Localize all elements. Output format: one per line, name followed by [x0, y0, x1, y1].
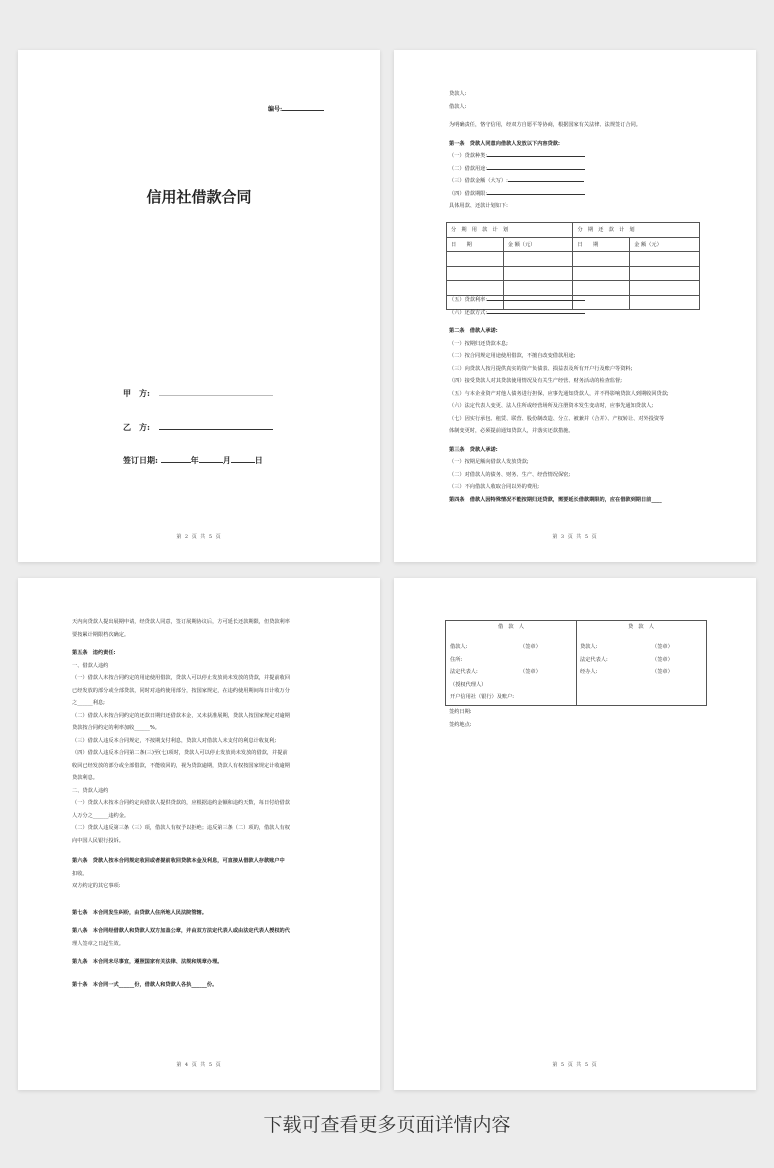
sign-date-field: 签约日期: [449, 709, 472, 715]
table-header: 分 期 用 款 计 划 [447, 223, 573, 238]
blank-line [487, 294, 585, 301]
blank-line [508, 175, 584, 182]
contract-page-2 [394, 50, 756, 562]
month-blank [199, 456, 223, 463]
article-1-title: 第一条 贷款人同意向借款人发放以下内容贷款: [449, 140, 560, 147]
body-line: （一）贷款人未按本合同约定向借款人提供贷款的，应根据违约金额和违约天数，每日付给借款 [72, 800, 290, 806]
article-2-title: 第二条 借款人承诺: [449, 328, 498, 334]
day-blank [231, 456, 255, 463]
party-b-line [123, 422, 273, 433]
blank-line [487, 150, 585, 157]
page-footer: 第 3 页 共 5 页 [552, 534, 598, 540]
article-5-title: 第五条 违约责任: [72, 650, 116, 656]
borrower-row: 法定代表人: （签章） [450, 666, 574, 679]
download-banner[interactable]: 下载可查看更多页面详情内容 [263, 1114, 511, 1136]
body-line: （四）借款人违反本合同第二条(三)至(七)项时，贷款人可以停止发放尚未发放的借款，并提前 [72, 750, 288, 756]
body-line: （二）贷款人违反第三条（三）项，借款人有权予以拒绝；违反第三条（二）项的，借款人有权 [72, 825, 290, 831]
article-2-item: （三）向贷款人按月提供真实的资产负债表、损益表及所有开户行及账户等资料; [449, 365, 633, 372]
intro-text: 为明确责任，恪守信用，经双方自愿平等协商，根据国家有关法律、法规签订合同。 [449, 122, 641, 128]
number-blank [282, 104, 324, 111]
signature-box [445, 620, 707, 706]
page-footer: 第 5 页 共 5 页 [552, 1062, 598, 1068]
body-line: 已经发放的部分或全部贷款，同时对违约使用部分，按国家规定，在违约使用期间每日计收万分 [72, 687, 290, 694]
contract-page-cover [18, 50, 380, 562]
party-a-label: 甲 方: [123, 388, 150, 398]
table-subheader: 金 额（元） [503, 237, 573, 252]
article-1-item: （三）借款金额（大写）: [449, 175, 719, 188]
body-line: 收回已经发放的部分或全部借款，不能收回的，视为贷款逾期，贷款人有权按国家规定计收逾期 [72, 762, 290, 769]
article-2-item: （一）按期归还贷款本息; [449, 340, 508, 347]
other-terms: 双方约定的其它事项: [72, 883, 121, 889]
body-line: 天内向贷款人提出展期申请，经贷款人同意，签订展期协议后，方可延长还款期限，但贷款利率 [72, 619, 290, 625]
party-b-label: 乙 方: [123, 422, 150, 432]
borrower-row: 住所: [450, 656, 463, 663]
article-2-item: （四）接受贷款人对其贷款使用情况及有关生产经营、财务活动的检查监督; [449, 378, 622, 384]
page-footer: 第 2 页 共 5 页 [176, 534, 222, 540]
article-6-text: 第六条 贷款人按本合同规定收回或者提前收回贷款本金及利息，可直接从借款人存款账户中 [72, 858, 285, 864]
body-line: 要按累计期限档次确定。 [72, 631, 130, 638]
article-7-text: 第七条 本合同发生纠纷，由贷款人住所地人民法院管辖。 [72, 909, 207, 916]
party-a-line [123, 388, 273, 399]
blank-line [487, 307, 585, 314]
borrower-line: 借款人: [449, 103, 467, 110]
body-line: 人万分之______违约金。 [72, 812, 130, 819]
sign-date-label: 签订日期: [123, 455, 158, 465]
body-line: 贷款按合同约定的利率加收______%。 [72, 725, 160, 731]
article-1-item: （五）贷款利率: [449, 294, 719, 307]
page-footer: 第 4 页 共 5 页 [176, 1062, 222, 1068]
month-label: 月 [222, 455, 231, 465]
article-3-item: （三）不向借款人收取合同以外的费用; [449, 484, 539, 490]
borrower-row: 借款人: （签章） [450, 641, 574, 654]
article-8-text: 第八条 本合同经借款人和贷款人双方加盖公章，并由双方法定代表人或由法定代表人授权的代 [72, 928, 290, 934]
body-line: （一）借款人未按合同约定的用途使用借款，贷款人可以停止发放尚未发放的贷款，并提前收回 [72, 675, 290, 681]
body-line: （二）借款人未按合同约定的还款日期归还借款本金，又未获准展期，贷款人按国家规定对逾期 [72, 712, 290, 719]
body-line: 向中国人民银行投诉。 [72, 837, 124, 844]
article-9-text: 第九条 本合同未尽事宜，遵照国家有关法律、法规和规章办理。 [72, 959, 223, 965]
borrower-column-title: 借 款 人 [498, 624, 524, 630]
number-label: 编号: [268, 106, 283, 113]
table-row [447, 266, 700, 281]
contract-page-3 [18, 578, 380, 1090]
sign-place-field: 签约地点: [449, 721, 472, 728]
article-4-text: 第四条 借款人因特殊情况不能按期归还贷款，需要延长借款期限的，应在借款到期日前____ [449, 496, 662, 503]
article-1-item: （六）还款方式: [449, 307, 719, 320]
year-label: 年 [190, 455, 199, 465]
sign-date-line [123, 455, 263, 466]
table-subheader: 金 额（元） [630, 237, 700, 252]
lender-row: 经办人: （签章） [580, 666, 704, 679]
article-2-item: （七）因实行承包、租赁、联营、股份制改造、分立、被兼并（合并）、产权转让、对外投资等 [449, 415, 665, 422]
contract-number [268, 104, 324, 113]
body-line: 理人签章之日起生效。 [72, 940, 124, 947]
article-2-item: （二）按合同规定用途使用借款，不擅自改变借款用途; [449, 353, 576, 359]
article-1-item: （一）贷款种类: [449, 150, 719, 163]
blank-line [487, 163, 585, 170]
lender-line: 贷款人: [449, 91, 467, 97]
article-5-subtitle: 二、贷款人违约 [72, 787, 109, 794]
table-header: 分 期 还 款 计 划 [573, 223, 700, 238]
contract-page-4 [394, 578, 756, 1090]
article-3-item: （二）对借款人的债务、财务、生产、经营情况保密; [449, 471, 571, 478]
article-10-text: 第十条 本合同一式______份，借款人和贷款人各执______份。 [72, 981, 218, 988]
table-row [447, 252, 700, 267]
body-line: （三）借款人违反本合同规定，不按期支付利息，贷款人对借款人未支付的利息计收复利; [72, 737, 277, 744]
borrower-row: 开户信用社（银行）及账户: [450, 694, 514, 700]
article-2-item: 体制变更时，必须提前通知贷款人，并落实还款措施。 [449, 428, 574, 434]
article-3-title: 第三条 贷款人承诺: [449, 446, 498, 453]
seal-label: （签章） [520, 644, 541, 650]
article-1-item: （二）借款用途: [449, 163, 719, 176]
lender-column-title: 贷 款 人 [628, 624, 654, 630]
year-blank [161, 456, 191, 463]
contract-title: 信用社借款合同 [146, 188, 252, 206]
lender-row: 法定代表人: （签章） [580, 654, 704, 667]
plan-intro: 具体用款、还款计划如下: [449, 203, 508, 209]
article-3-item: （一）按期足额向借款人发放贷款; [449, 459, 529, 465]
blank-line [487, 188, 585, 195]
party-b-blank [159, 423, 273, 430]
seal-label: （签章） [652, 656, 673, 663]
lender-row: 贷款人: （签章） [580, 641, 704, 654]
borrower-row: （授权代理人） [450, 681, 487, 688]
party-a-blank [159, 389, 273, 396]
table-subheader: 日 期 [447, 237, 504, 252]
article-2-item: （六）法定代表人变更、法人住所或经营场所及注册资本发生变动时，应事先通知贷款人; [449, 403, 654, 409]
article-5-subtitle: 一、借款人违约 [72, 662, 109, 669]
article-1-item: （四）借款期限: [449, 188, 719, 201]
body-line: 之______利息; [72, 700, 105, 706]
article-2-item: （五）与本企业资产对他人债务进行担保，应事先通知贷款人，并不得影响贷款人到期收回贷款; [449, 390, 669, 397]
seal-label: （签章） [652, 644, 673, 650]
day-label: 日 [254, 455, 263, 465]
table-row [447, 281, 700, 296]
body-line: 贷款利息。 [72, 775, 98, 781]
body-line: 扣收。 [72, 870, 88, 877]
table-subheader: 日 期 [573, 237, 630, 252]
seal-label: （签章） [520, 669, 541, 675]
seal-label: （签章） [652, 669, 673, 675]
